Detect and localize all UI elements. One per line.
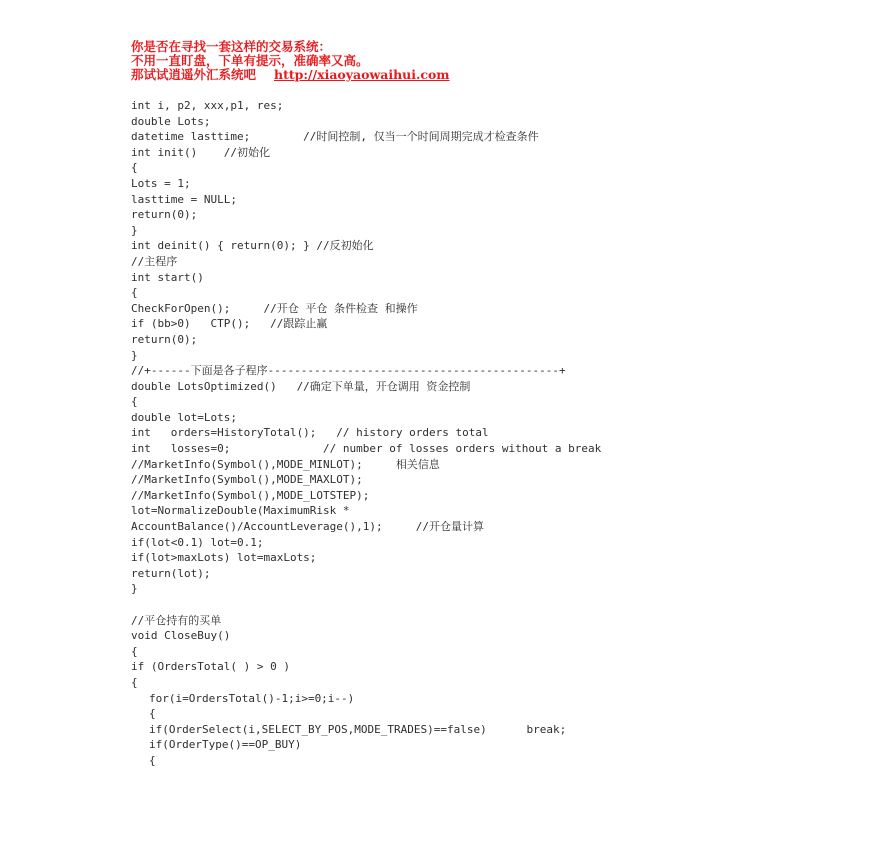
code-line: for(i=OrdersTotal()-1;i>=0;i--) — [149, 691, 355, 705]
code-line: Lots = 1; — [131, 176, 191, 190]
code-line: //MarketInfo(Symbol(),MODE_LOTSTEP); — [131, 488, 370, 502]
code-line: int init() //初始化 — [131, 145, 270, 159]
code-line: int i, p2, xxx,p1, res; — [131, 99, 284, 112]
code-line: datetime lasttime; //时间控制, 仅当一个时间周期完成才检查条件 — [131, 130, 539, 144]
code-line: //平仓持有的买单 — [131, 613, 222, 627]
promo-line-2: 不用一直盯盘，下单有提示，准确率又高。 — [131, 53, 369, 68]
code-line: //主程序 — [131, 254, 178, 268]
code-line: } — [131, 223, 138, 237]
promo-line-3 — [131, 68, 831, 82]
code-line: return(lot); — [131, 566, 211, 580]
code-line: { — [131, 286, 138, 300]
code-line: double lot=Lots; — [131, 410, 237, 424]
promo-link[interactable]: http://xiaoyaowaihui.com — [274, 67, 450, 82]
code-line: if (bb>0) CTP(); //跟踪止赢 — [131, 317, 328, 331]
promo-header — [131, 40, 831, 82]
code-line: int losses=0; // number of losses orders without a break — [131, 442, 602, 456]
code-line: return(0); — [131, 208, 198, 222]
code-line: lot=NormalizeDouble(MaximumRisk * — [131, 504, 350, 518]
code-line: return(0); — [131, 332, 198, 346]
code-line: int orders=HistoryTotal(); // history orders total — [131, 426, 489, 440]
code-line: if(OrderSelect(i,SELECT_BY_POS,MODE_TRADES)==false) break; — [149, 722, 567, 736]
code-line: double Lots; — [131, 114, 211, 128]
code-line: double LotsOptimized() //确定下单量，开仓调用 资金控制 — [131, 379, 471, 393]
code-line: int start() — [131, 270, 204, 284]
code-line: lasttime = NULL; — [131, 192, 237, 206]
code-line-blank — [131, 597, 851, 613]
code-line: { — [149, 753, 156, 767]
code-line: CheckForOpen(); //开仓 平仓 条件检查 和操作 — [131, 301, 418, 315]
code-block — [131, 98, 851, 769]
code-line: int deinit() { return(0); } //反初始化 — [131, 239, 374, 253]
code-line: { — [131, 644, 138, 658]
code-line: if(OrderType()==OP_BUY) — [149, 738, 302, 752]
code-line: { — [131, 161, 138, 175]
code-line: if(lot<0.1) lot=0.1; — [131, 535, 264, 549]
code-line: } — [131, 582, 138, 596]
code-line: //MarketInfo(Symbol(),MODE_MAXLOT); — [131, 473, 363, 487]
code-line: { — [131, 675, 138, 689]
code-line: //+------下面是各子程序--------------------------------------------+ — [131, 364, 566, 378]
code-line: } — [131, 348, 138, 362]
code-line: { — [131, 395, 138, 409]
code-line: if(lot>maxLots) lot=maxLots; — [131, 551, 317, 565]
code-line: void CloseBuy() — [131, 629, 231, 643]
code-line: AccountBalance()/AccountLeverage(),1); //开仓量计算 — [131, 520, 485, 534]
code-line: { — [149, 707, 156, 721]
code-line: //MarketInfo(Symbol(),MODE_MINLOT); 相关信息 — [131, 457, 440, 471]
promo-line-3-text: 那试试逍遥外汇系统吧 — [131, 67, 257, 82]
promo-line-1: 你是否在寻找一套这样的交易系统： — [131, 39, 332, 54]
code-line: if (OrdersTotal( ) > 0 ) — [131, 660, 290, 674]
